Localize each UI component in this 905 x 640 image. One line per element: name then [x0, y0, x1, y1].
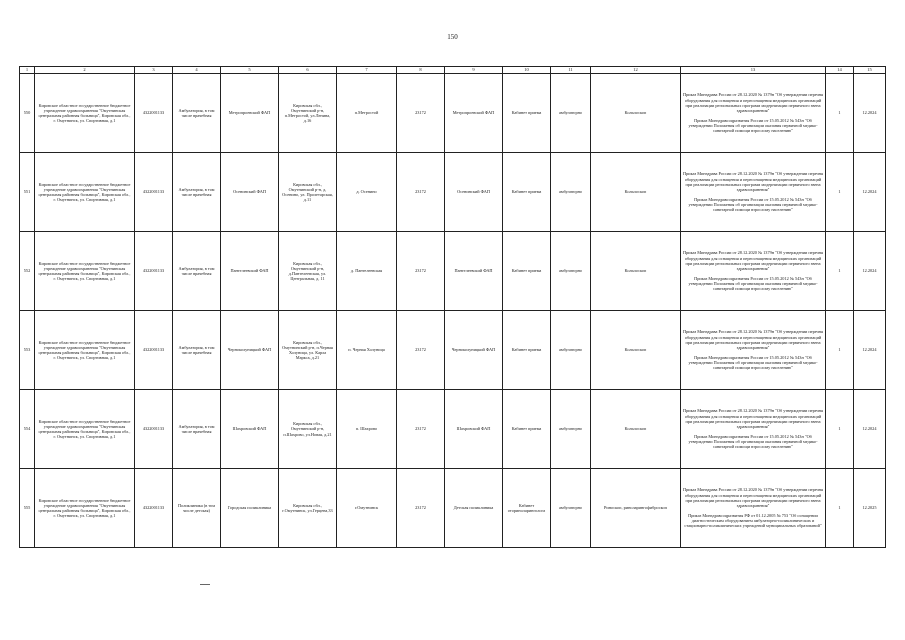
organization-cell: Кировское областное государственное бюджетное учреждение здравоохранения "Омутнинская центральная районная больница", Кировская обл., г. Омутнинск, ул. Спортивная, д.1: [35, 311, 135, 390]
unit-cell: Шахровский ФАП: [221, 390, 279, 469]
column-header: 15: [854, 67, 886, 74]
unit-cell: Осенинский ФАП: [221, 153, 279, 232]
organization-cell: Кировское областное государственное бюджетное учреждение здравоохранения "Омутнинская центральная районная больница", Кировская обл., г. Омутнинск, ул. Спортивная, д.1: [35, 469, 135, 548]
order-text: Приказ Минздравсоцразвития России от 15.05.2012 № 543н "Об утверждении Положения об организации оказания первичной медико-санитарной помощи взрослому населению": [688, 118, 818, 134]
cabinet-cell: Кабинет приема: [503, 390, 551, 469]
equipment-cell: Кольпоскоп: [591, 153, 681, 232]
unit-cell: Черноколуницкий ФАП: [221, 311, 279, 390]
care-type-cell: амбулаторно: [551, 153, 591, 232]
inn-cell: 4322001133: [135, 390, 173, 469]
order-text: Приказ Минздрава России от 28.12.2020 № 1379н "Об утверждении перечня оборудования для оснащения и переоснащения медицинских организаций при реализации региональных программ модернизации первичного звена здравоохранения": [683, 408, 823, 429]
care-type-cell: амбулаторно: [551, 311, 591, 390]
column-header: 7: [337, 67, 397, 74]
department-cell: Детская поликлиника: [445, 469, 503, 548]
facility-type-cell: Амбулатория, в том числе врачебная: [173, 311, 221, 390]
legal-basis-cell: [681, 469, 826, 548]
equipment-cell: Кольпоскоп: [591, 311, 681, 390]
row-number: 553: [20, 311, 35, 390]
row-number: 551: [20, 153, 35, 232]
unit-cell: Метропроевский ФАП: [221, 74, 279, 153]
table-row: [20, 153, 886, 232]
table-row: [20, 74, 886, 153]
organization-cell: Кировское областное государственное бюджетное учреждение здравоохранения "Омутнинская центральная районная больница", Кировская обл., г. Омутнинск, ул. Спортивная, д.1: [35, 232, 135, 311]
address-cell: Кировская обл., Омутнинский р-н, п.Черная Холуница, ул. Карла Маркса, д.21: [279, 311, 337, 390]
legal-basis-cell: [681, 74, 826, 153]
cabinet-cell: Кабинет оториноларинголога: [503, 469, 551, 548]
column-header: 9: [445, 67, 503, 74]
order-text: Приказ Минздравсоцразвития России от 15.05.2012 № 543н "Об утверждении Положения об организации оказания первичной медико-санитарной помощи взрослому населению": [688, 197, 818, 213]
row-number: 550: [20, 74, 35, 153]
column-header: 5: [221, 67, 279, 74]
date-cell: 12.2024: [854, 74, 886, 153]
quantity-cell: 1: [826, 153, 854, 232]
row-number: 554: [20, 390, 35, 469]
date-cell: 12.2024: [854, 390, 886, 469]
legal-basis-cell: [681, 232, 826, 311]
column-header: 12: [591, 67, 681, 74]
order-text: Приказ Минздрава России от 28.12.2020 № 1379н "Об утверждении перечня оборудования для оснащения и переоснащения медицинских организаций при реализации региональных программ модернизации первичного звена здравоохранения": [683, 171, 823, 192]
quantity-cell: 1: [826, 74, 854, 153]
facility-type-cell: Амбулатория, в том числе врачебная: [173, 74, 221, 153]
settlement-cell: п. Черная Холуница: [337, 311, 397, 390]
equipment-cell: Кольпоскоп: [591, 74, 681, 153]
address-cell: Кировская обл., Омутнинский р-н, п.Метростой, ул.Ленина, д.16: [279, 74, 337, 153]
column-header: 13: [681, 67, 826, 74]
equipment-cell: Кольпоскоп: [591, 232, 681, 311]
column-header: 1: [20, 67, 35, 74]
inn-cell: 4322001133: [135, 74, 173, 153]
order-text: Приказ Минздрава России от 28.12.2020 № 1379н "Об утверждении перечня оборудования для оснащения и переоснащения медицинских организаций при реализации региональных программ модернизации первичного звена здравоохранения": [683, 92, 823, 113]
cabinet-cell: Кабинет приема: [503, 74, 551, 153]
inn-cell: 4322001133: [135, 232, 173, 311]
organization-cell: Кировское областное государственное бюджетное учреждение здравоохранения "Омутнинская центральная районная больница", Кировская обл., г. Омутнинск, ул. Спортивная, д.1: [35, 153, 135, 232]
column-header: 2: [35, 67, 135, 74]
care-type-cell: амбулаторно: [551, 74, 591, 153]
inn-cell: 4322001133: [135, 153, 173, 232]
order-text: Приказ Минздравсоцразвития РФ от 01.12.2005 № 753 "Об оснащении диагностическим оборудованием амбулаторно-поликлинических и стационарно-поликлинических учреждений муниципальных образований": [684, 513, 822, 529]
organization-cell: Кировское областное государственное бюджетное учреждение здравоохранения "Омутнинская центральная районная больница", Кировская обл., г. Омутнинск, ул. Спортивная, д.1: [35, 390, 135, 469]
order-text: Приказ Минздрава России от 28.12.2020 № 1379н "Об утверждении перечня оборудования для оснащения и переоснащения медицинских организаций при реализации региональных программ модернизации первичного звена здравоохранения": [683, 250, 823, 271]
unit-cell: Городская поликлиника: [221, 469, 279, 548]
column-header: 14: [826, 67, 854, 74]
order-text: Приказ Минздрава России от 28.12.2020 № 1379н "Об утверждении перечня оборудования для оснащения и переоснащения медицинских организаций при реализации региональных программ модернизации первичного звена здравоохранения": [683, 487, 823, 508]
facility-type-cell: Поликлиника (в том числе детская): [173, 469, 221, 548]
settlement-cell: п.Метростой: [337, 74, 397, 153]
legal-basis-cell: [681, 390, 826, 469]
table-row: [20, 311, 886, 390]
code-cell: 23172: [397, 390, 445, 469]
facility-type-cell: Амбулатория, в том числе врачебная: [173, 153, 221, 232]
code-cell: 23172: [397, 153, 445, 232]
organization-cell: Кировское областное государственное бюджетное учреждение здравоохранения "Омутнинская центральная районная больница", Кировская обл., г. Омутнинск, ул. Спортивная, д.1: [35, 74, 135, 153]
code-cell: 23172: [397, 469, 445, 548]
facility-type-cell: Амбулатория, в том числе врачебная: [173, 390, 221, 469]
unit-cell: Пантелеевский ФАП: [221, 232, 279, 311]
department-cell: Пантелеевский ФАП: [445, 232, 503, 311]
settlement-cell: д. Осенино: [337, 153, 397, 232]
date-cell: 12.2024: [854, 153, 886, 232]
order-text: Приказ Минздрава России от 28.12.2020 № 1379н "Об утверждении перечня оборудования для оснащения и переоснащения медицинских организаций при реализации региональных программ модернизации первичного звена здравоохранения": [683, 329, 823, 350]
quantity-cell: 1: [826, 311, 854, 390]
cabinet-cell: Кабинет приема: [503, 153, 551, 232]
column-header: 4: [173, 67, 221, 74]
legal-basis-cell: [681, 311, 826, 390]
column-header: 8: [397, 67, 445, 74]
inn-cell: 4322001133: [135, 311, 173, 390]
column-header: 11: [551, 67, 591, 74]
department-cell: Шахровский ФАП: [445, 390, 503, 469]
settlement-cell: п. Шахрово: [337, 390, 397, 469]
care-type-cell: амбулаторно: [551, 232, 591, 311]
quantity-cell: 1: [826, 469, 854, 548]
date-cell: 12.2024: [854, 232, 886, 311]
address-cell: Кировская обл., Омутнинский р-н, д. Осенино, ул. Пролетарская, д.11: [279, 153, 337, 232]
care-type-cell: амбулаторно: [551, 390, 591, 469]
cabinet-cell: Кабинет приема: [503, 311, 551, 390]
department-cell: Метропроевский ФАП: [445, 74, 503, 153]
equipment-cell: Риноскоп, риноларингофиброскоп: [591, 469, 681, 548]
facility-type-cell: Амбулатория, в том числе врачебная: [173, 232, 221, 311]
order-text: Приказ Минздравсоцразвития России от 15.05.2012 № 543н "Об утверждении Положения об организации оказания первичной медико-санитарной помощи взрослому населению": [688, 355, 818, 371]
code-cell: 23172: [397, 74, 445, 153]
settlement-cell: д. Пантелеевская: [337, 232, 397, 311]
department-cell: Осенинский ФАП: [445, 153, 503, 232]
quantity-cell: 1: [826, 232, 854, 311]
cabinet-cell: Кабинет приема: [503, 232, 551, 311]
equipment-registry-table: [19, 66, 886, 548]
care-type-cell: амбулаторно: [551, 469, 591, 548]
table-row: [20, 390, 886, 469]
row-number: 552: [20, 232, 35, 311]
header-row: [20, 67, 886, 74]
date-cell: 12.2025: [854, 469, 886, 548]
department-cell: Черноколуницкий ФАП: [445, 311, 503, 390]
quantity-cell: 1: [826, 390, 854, 469]
settlement-cell: г.Омутнинск: [337, 469, 397, 548]
date-cell: 12.2024: [854, 311, 886, 390]
order-text: Приказ Минздравсоцразвития России от 15.05.2012 № 543н "Об утверждении Положения об организации оказания первичной медико-санитарной помощи взрослому населению": [688, 434, 818, 450]
table-row: [20, 232, 886, 311]
scan-mark: [200, 584, 210, 585]
order-text: Приказ Минздравсоцразвития России от 15.05.2012 № 543н "Об утверждении Положения об организации оказания первичной медико-санитарной помощи взрослому населению": [688, 276, 818, 292]
inn-cell: 4322001133: [135, 469, 173, 548]
legal-basis-cell: [681, 153, 826, 232]
code-cell: 23172: [397, 311, 445, 390]
equipment-cell: Кольпоскоп: [591, 390, 681, 469]
row-number: 555: [20, 469, 35, 548]
column-header: 3: [135, 67, 173, 74]
table-row: [20, 469, 886, 548]
address-cell: Кировская обл., Омутнинский р-н, п.Шахрово, ул.Новая, д.21: [279, 390, 337, 469]
code-cell: 23172: [397, 232, 445, 311]
address-cell: Кировская обл., г.Омутнинск, ул.Герцена,33: [279, 469, 337, 548]
address-cell: Кировская обл., Омутнинский р-н, д.Пантелеевская, ул. Центральная, д. 11: [279, 232, 337, 311]
page-number: 150: [447, 33, 458, 41]
column-header: 10: [503, 67, 551, 74]
column-header: 6: [279, 67, 337, 74]
